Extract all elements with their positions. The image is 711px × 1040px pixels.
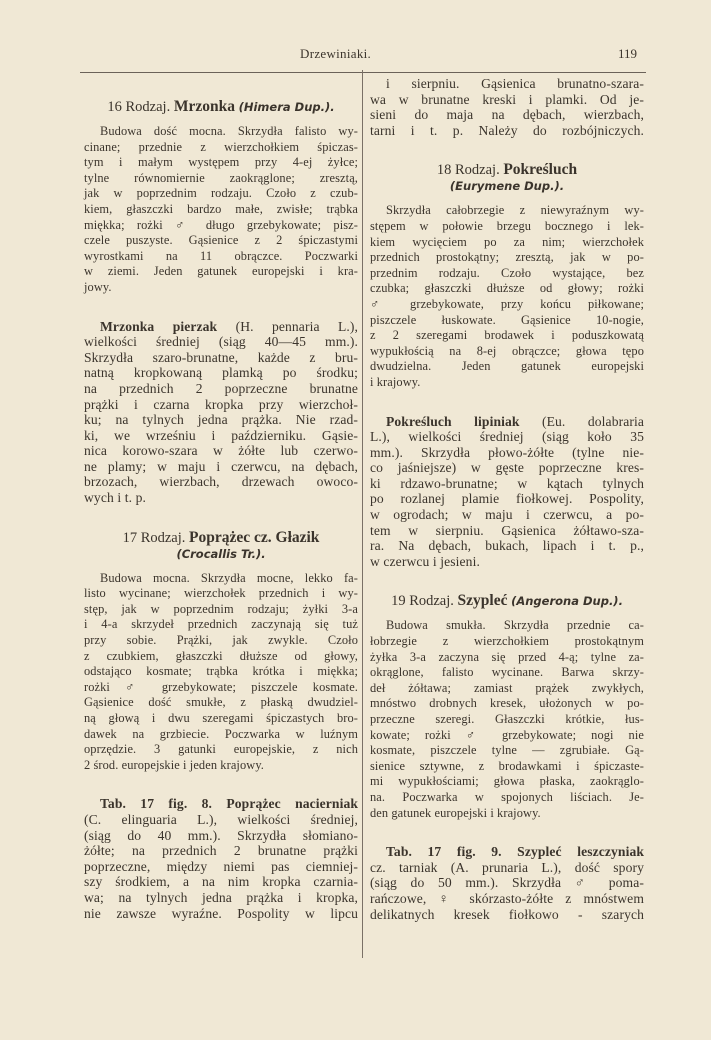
text-line: kosmate, piszczele tylne — zgrubiałe. Gą- bbox=[370, 743, 644, 758]
text-line: dawek na grzbiecie. Poczwarka w luźnym bbox=[84, 726, 358, 741]
text-line: i krajowy. bbox=[370, 374, 421, 389]
text-line: mm.). Skrzydła płowo-żółte (tylne nie- bbox=[370, 444, 644, 460]
text-line: sienice sztywne, z brodawkami i śpiczaste- bbox=[370, 758, 644, 773]
text-line: ne plamy; w maju i czerwcu, na dębach, bbox=[84, 458, 358, 474]
text-line: po rozlanej plamie fiołkowej. Pospolity, bbox=[370, 491, 644, 507]
text-line: ną głową i dwu szeregami śpiczastych bro- bbox=[84, 711, 358, 725]
text-line: tylne równomiernie zaokrąglone; zresztą, bbox=[84, 170, 358, 185]
text-line: z 2 szeregami brodawek i poduszkowatą bbox=[370, 328, 644, 343]
genus-name: Pokreśluch bbox=[503, 161, 578, 179]
genus-number: 16 Rodzaj. bbox=[107, 99, 171, 115]
text-line: stęp, jak w poprzednim rodzaju; żyłki 3-a bbox=[84, 601, 358, 616]
genus-heading-18 bbox=[370, 162, 644, 194]
text-line bbox=[84, 796, 358, 812]
genus-name: Szypleć bbox=[457, 592, 508, 610]
text-line: Gąsienice dość smukłe, z płaską dwudziel- bbox=[84, 695, 358, 710]
right-column bbox=[370, 76, 644, 922]
text-line: Skrzydła całobrzegie z niewyraźnym wy- bbox=[386, 203, 644, 218]
text-line: cz. tarniak (A. prunaria L.), dość spory bbox=[370, 859, 644, 875]
genus-number: 18 Rodzaj. bbox=[436, 162, 500, 179]
text-line: wypukłością na 8-ej obrączce; głowa tępo bbox=[370, 343, 644, 358]
text-line: wa w brunatne kreski i plamki. Od je- bbox=[370, 91, 644, 107]
text-line bbox=[84, 319, 358, 335]
text-line: żyłka 3-a zaczyna się przed 4-ą; tylne za- bbox=[370, 649, 644, 664]
text-line: w czerwcu i jesieni. bbox=[370, 553, 480, 569]
text-line: nie zawsze wyraźne. Pospolity w lipcu bbox=[84, 905, 358, 921]
text-line: Budowa mocna. Skrzydła mocne, lekko fa- bbox=[100, 570, 358, 585]
text-line: w ziemi. Jeden gatunek europejski i kra- bbox=[84, 264, 358, 279]
genus-latin: (Crocallis Tr.). bbox=[176, 546, 266, 561]
text-line: brzozach, wierzbach, drzewach owoco- bbox=[84, 474, 358, 490]
text-line: w ogrodach; w maju i czerwcu, a po- bbox=[370, 507, 644, 523]
species-name: Pokreśluch lipiniak bbox=[386, 413, 520, 429]
text-line: szy środkiem, a na nim kropka czarnia- bbox=[84, 874, 358, 890]
text-line: (siąg do 50 mm.). Skrzydła ♂ poma- bbox=[370, 875, 644, 891]
genus-latin: (Angerona Dup.). bbox=[511, 594, 623, 609]
text-line: przeczne szeregi. Głaszczki krótkie, łus- bbox=[370, 712, 644, 726]
text-line: ki rdzawo-brunatne; w kątach tylnych bbox=[370, 475, 644, 491]
text-line: mi wypukłościami; głowa płaska, zaokrąglo- bbox=[370, 774, 644, 789]
text-line: Skrzydła szaro-brunatne, każde z bru- bbox=[84, 349, 358, 365]
genus-number: 19 Rodzaj. bbox=[391, 593, 454, 610]
running-title: Drzewiniaki. bbox=[300, 46, 372, 61]
text-line: prążki i czarna kropka przy wierzchoł- bbox=[84, 396, 358, 412]
text-line: na. Poczwarka w spojonych liściach. Je- bbox=[370, 789, 644, 804]
species-mrzonka-pierzak bbox=[84, 319, 358, 506]
text-line: czubka; głaszczki dłuższe od głowy; rożki bbox=[370, 281, 644, 296]
text-line: tarni i t. p. Należy do rozbójniczych. bbox=[370, 122, 644, 138]
text-line: rańczowe, ♀ skórzasto-żółte z mnóstwem bbox=[370, 890, 644, 906]
continued-text bbox=[370, 76, 644, 138]
text-line: przy sobie. Prążki, jak zwykle. Czoło bbox=[84, 633, 358, 648]
text-line: piszczele łuskowate. Gąsienice 10-nogie, bbox=[370, 312, 644, 327]
text-line: kiem wycięciem po za nim; wierzchołek bbox=[370, 234, 644, 249]
page-number: 119 bbox=[618, 46, 638, 61]
text-line: stępem w połowie brzegu bocznego i lek- bbox=[370, 218, 644, 233]
text-line: delikatnych kresek fiołkowo - szarych bbox=[370, 906, 644, 922]
text-line: Budowa smukła. Skrzydła przednie ca- bbox=[386, 618, 644, 633]
genus-heading-16 bbox=[84, 99, 358, 115]
text-line: i sierpniu. Gąsienica brunatno-szara- bbox=[386, 76, 644, 91]
species-poprazec-nacierniak bbox=[84, 796, 358, 921]
text-line: jowy. bbox=[84, 279, 112, 294]
text-line: (C. elinguaria L.), wielkości średniej, bbox=[84, 811, 358, 827]
text-line: mnóstwo drobnych kresek, ułożonych w po- bbox=[370, 696, 644, 711]
text-line: Budowa dość mocna. Skrzydła falisto wy- bbox=[100, 124, 358, 138]
genus-heading-19 bbox=[370, 593, 644, 609]
text-line bbox=[370, 414, 644, 430]
text-line: przednich prostokątny; zresztą, jak w po- bbox=[370, 250, 644, 265]
text-line: listo wycinane; wierzchołek przednich i wy- bbox=[84, 586, 358, 601]
genus-heading-17 bbox=[84, 530, 358, 562]
text-line: kowate; rożki ♂ grzebykowate; nogi nie bbox=[370, 727, 644, 742]
text-line bbox=[370, 844, 644, 860]
species-name: Tab. 17 fig. 8. Poprążec nacierniak bbox=[100, 796, 358, 812]
text-line: nica korowo-szara w żółte lub czerwo- bbox=[84, 443, 358, 459]
species-name: Tab. 17 fig. 9. Szypleć leszczyniak bbox=[386, 844, 644, 860]
genus-name: Poprążec cz. Głazik bbox=[189, 528, 320, 546]
text-line: oprzędzie. 3 gatunki europejskie, z nich bbox=[84, 742, 358, 757]
genus-description-16 bbox=[84, 124, 358, 296]
text-line: miękka; rożki ♂ długo grzebykowate; pisz- bbox=[84, 217, 358, 232]
text-line: L.), wielkości średniej (siąg koło 35 bbox=[370, 429, 644, 445]
species-szyplec-leszczyniak bbox=[370, 844, 644, 922]
text-line: (siąg do 40 mm.). Skrzydła słomiano- bbox=[84, 827, 358, 843]
text-line: żółte; na przednich 2 brunatne prążki bbox=[84, 843, 358, 859]
genus-latin: (Eurymene Dup.). bbox=[449, 179, 565, 194]
genus-description-17 bbox=[84, 571, 358, 774]
text-line: czele puszyste. Gąsienice z 2 śpiczastymi bbox=[84, 233, 358, 248]
line-text: (H. pennaria L.), bbox=[217, 318, 358, 334]
text-line: dwudzielna. Jeden gatunek europejski bbox=[370, 359, 644, 374]
text-line: odstająco kosmate; trąbka krótka i miękka; bbox=[84, 664, 358, 679]
text-line: wa; na tylnych jedna prążka i kropka, bbox=[84, 889, 358, 905]
text-line: przednim rodzaju. Czoło wystające, bez bbox=[370, 265, 644, 280]
genus-number: 17 Rodzaj. bbox=[122, 529, 186, 546]
genus-description-19 bbox=[370, 618, 644, 821]
text-line: tem w sierpniu. Gąsienica żółtawo-sza- bbox=[370, 522, 644, 538]
column-divider bbox=[362, 70, 363, 958]
text-line: natną kropkowaną plamką po środku; bbox=[84, 365, 358, 381]
text-line: ra. Na dębach, bukach, lipach i t. p., bbox=[370, 538, 644, 554]
text-line: 2 środ. europejskie i jeden krajowy. bbox=[84, 757, 265, 772]
text-line: kiem, głaszczki bardzo małe, zwisłe; trąbka bbox=[84, 201, 358, 216]
left-column bbox=[84, 99, 358, 921]
text-line: cinane; przednie z wierzchołkiem śpiczas- bbox=[84, 139, 358, 154]
text-line: wyrostkami na 11 obrączce. Poczwarki bbox=[84, 248, 358, 263]
species-name: Mrzonka pierzak bbox=[100, 318, 218, 334]
text-line: na przednich 2 poprzeczne brunatne bbox=[84, 380, 358, 396]
line-text: (Eu. dolabraria bbox=[519, 413, 644, 429]
text-line: sieni do maja na dębach, wierzbach, bbox=[370, 107, 644, 123]
text-line: łobrzegie z wierzchołkiem prostokątnym bbox=[370, 634, 644, 649]
text-line: z czubkiem, głaszczki dłuższe od głowy, bbox=[84, 648, 358, 663]
text-line: poprzeczne, między niemi pas ciemniej- bbox=[84, 858, 358, 874]
text-line: wielkości średniej (siąg 40—45 mm.). bbox=[84, 334, 358, 350]
text-line: ♂ grzebykowate, przy końcu piłkowane; bbox=[370, 296, 644, 311]
text-line: tym i małym występem przy 4-ej żyłce; bbox=[84, 155, 358, 170]
text-line: i 4-a skrzydeł przednich zaczynają się tuż bbox=[84, 617, 358, 632]
text-line: ki, we wrześniu i październiku. Gąsie- bbox=[84, 427, 358, 443]
text-line: den gatunek europejski i krajowy. bbox=[370, 805, 541, 820]
text-line: ku; na tylnych jedna prążka. Nie rzad- bbox=[84, 412, 358, 428]
text-line: co jaśniejsze) w gęste poprzeczne kres- bbox=[370, 460, 644, 476]
header-rule bbox=[80, 72, 646, 73]
text-line: okrąglone, falisto wycinane. Barwa skrzy- bbox=[370, 665, 644, 680]
text-line: rożki ♂ grzebykowate; piszczele kosmate. bbox=[84, 679, 358, 694]
genus-description-18 bbox=[370, 203, 644, 390]
text-line: wych i t. p. bbox=[84, 490, 146, 506]
species-pokresluch-lipiniak bbox=[370, 414, 644, 570]
text-line: deł żółtawa; zamiast prążek zwykłych, bbox=[370, 680, 644, 695]
text-line: jak w poprzednim rodzaju. Czoło z czub- bbox=[84, 186, 358, 201]
genus-latin: (Himera Dup.). bbox=[238, 100, 335, 114]
genus-name: Mrzonka bbox=[173, 98, 235, 115]
